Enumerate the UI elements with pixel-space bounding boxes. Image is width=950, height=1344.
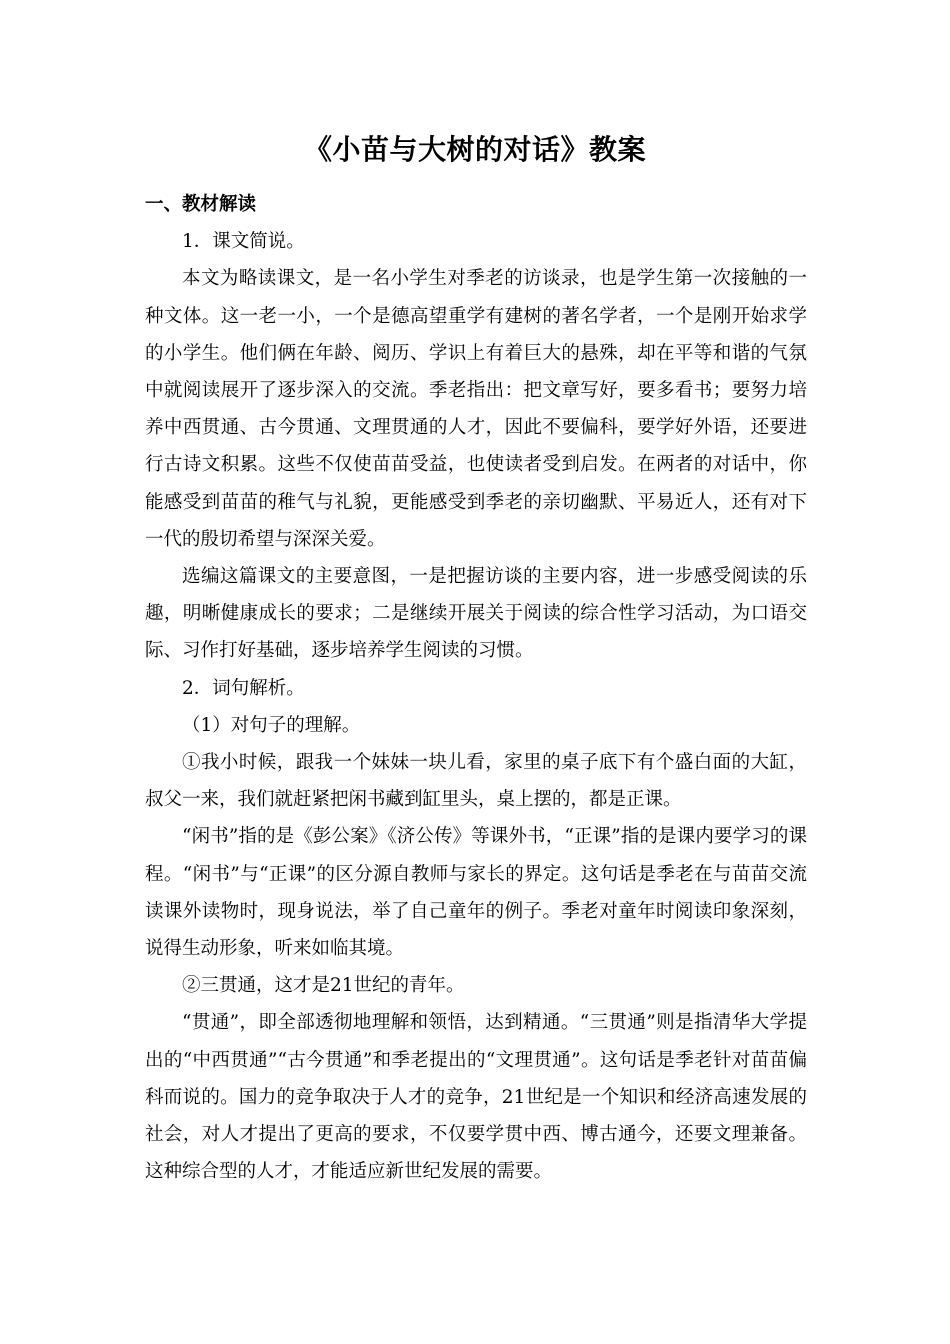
item-label: 1．课文简说。 [182,231,305,253]
document-title: 《小苗与大树的对话》教案 [303,133,646,166]
document-body [145,186,807,1190]
explanation-paragraph: “贯通”，即全部透彻地理解和领悟，达到精通。“三贯通”则是指清华大学提出的“中西贯通”“古今贯通”和季老提出的“文理贯通”。这句话是季老针对苗苗偏科而说的。国力的竞争取决于人才的竞争，21世纪是一个知识和经济高速发展的社会，对人才提出了更高的要求，不仅要学贯中西、博古通今，还要文理兼备。这种综合型的人才，才能适应新世纪发展的需要。 [145,1012,807,1183]
explanation-paragraph: “闲书”指的是《彭公案》《济公传》等课外书，“正课”指的是课内要学习的课程。“闲书”与“正课”的区分源自教师与家长的界定。这句话是季老在与苗苗交流读课外读物时，现身说法，举了自己童年的例子。季老对童年时阅读印象深刻，说得生动形象，听来如临其境。 [145,826,807,960]
paragraph: 选编这篇课文的主要意图，一是把握访谈的主要内容，进一步感受阅读的乐趣，明晰健康成长的要求；二是继续开展关于阅读的综合性学习活动，为口语交际、习作打好基础，逐步培养学生阅读的习惯。 [145,566,807,662]
item-label: 2．词句解析。 [182,677,305,699]
quote-paragraph: ②三贯通，这才是21世纪的青年。 [182,975,465,997]
section-heading: 一、教材解读 [145,194,257,215]
quote-paragraph: ①我小时候，跟我一个妹妹一块儿看，家里的桌子底下有个盛白面的大缸，叔父一来，我们就赶紧把闲书藏到缸里头，桌上摆的，都是正课。 [145,752,807,811]
sub-label: （1）对句子的理解。 [182,714,361,736]
paragraph: 本文为略读课文，是一名小学生对季老的访谈录，也是学生第一次接触的一种文体。这一老一小，一个是德高望重学有建树的著名学者，一个是刚开始求学的小学生。他们俩在年龄、阅历、学识上有着巨大的悬殊，却在平等和谐的气氛中就阅读展开了逐步深入的交流。季老指出：把文章写好，要多看书；要努力培养中西贯通、古今贯通、文理贯通的人才，因此不要偏科，要学好外语，还要进行古诗文积累。这些不仅使苗苗受益，也使读者受到启发。在两者的对话中，你能感受到苗苗的稚气与礼貌，更能感受到季老的亲切幽默、平易近人，还有对下一代的殷切希望与深深关爱。 [145,268,807,550]
